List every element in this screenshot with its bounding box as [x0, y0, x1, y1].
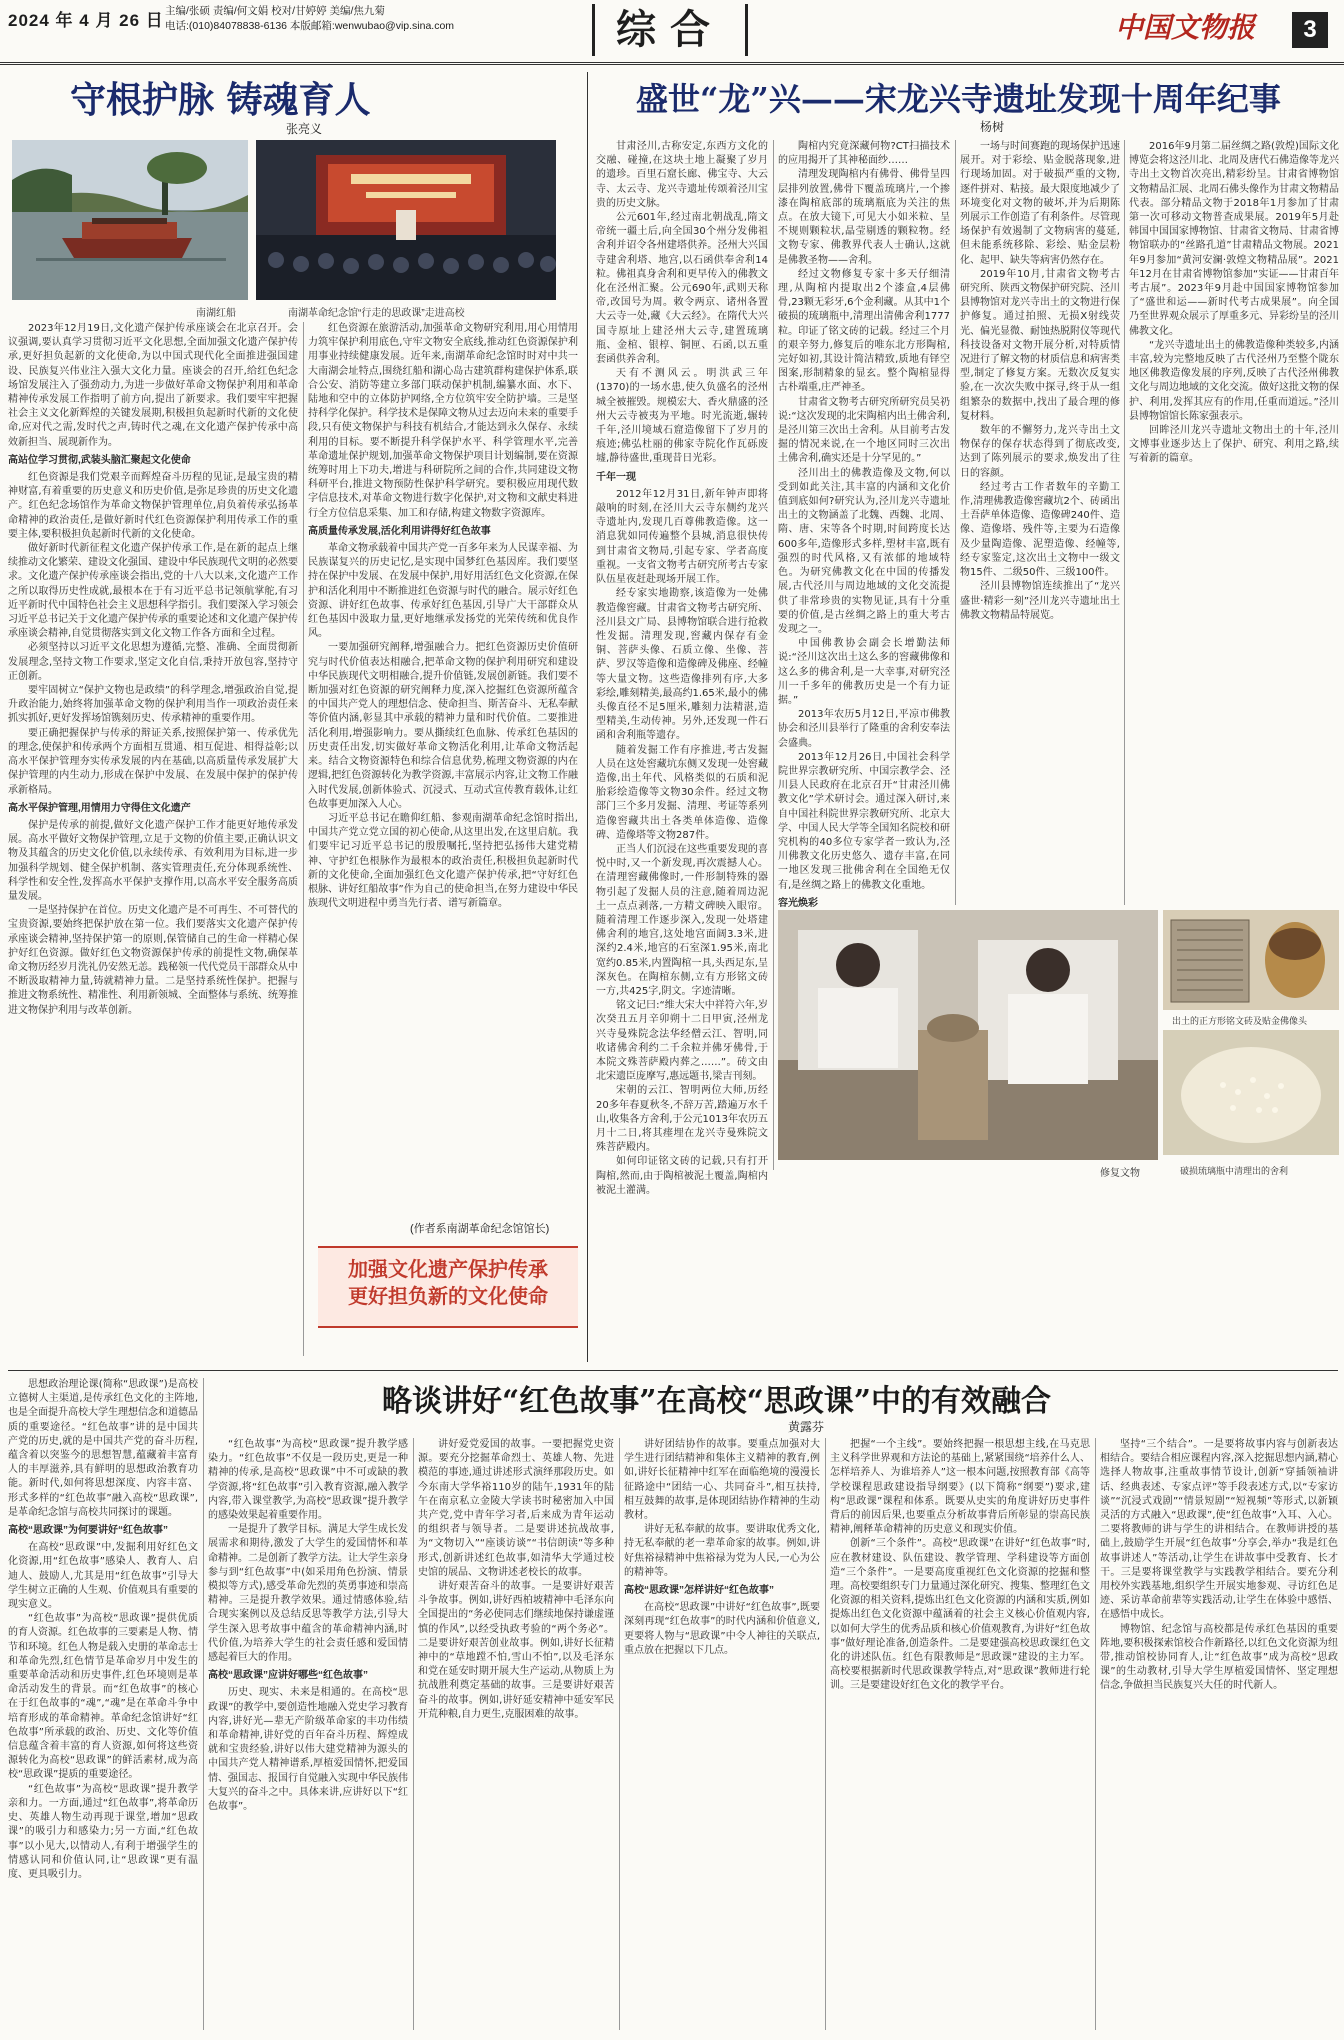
- editor-credits-line2: 电话:(010)84078838-6136 本版邮箱:wenwubao@vip.sina.com: [165, 20, 455, 32]
- article1-paragraph: 必须坚持以习近平文化思想为遵循,完整、准确、全面贯彻新发展理念,坚持文物工作要求,坚定文化自信,秉持开放包容,坚持守正创新。: [8, 642, 298, 682]
- column-divider: [773, 140, 774, 1170]
- article3-paragraph: 博物馆、纪念馆与高校都是传承红色基因的重要阵地,要积极探索馆校合作新路径,以红色文化资源为纽带,推动馆校协同育人,让“红色故事”成为高校“思政课”的生动教材,引导大学生厚植爱国情怀、坚定理想信念,争做担当民族复兴大任的时代新人。: [1100, 1623, 1338, 1692]
- article2-paragraph: 随着发掘工作有序推进,考古发掘人员在这处窖藏坑东侧又发现一处窖藏造像,出土年代、风格类似的石质和泥胎彩绘造像等文物30余件。经过文物部门三个多月发掘、清理、考证等系列造像窖藏共出土各类单体造像、造像碑、造像塔等文物287件。: [596, 744, 768, 841]
- article2-column-3: [960, 140, 1120, 905]
- article1-paragraph: 红色资源在旅游活动,加强革命文物研究利用,用心用情用力筑牢保护利用底色,守牢文物安全底线,推动红色资源保护利用事业持续健康发展。近年来,南湖革命纪念馆时时对中共一大南湖会址特点,围绕红船和湖心岛古建筑群构建保护体系,联合公安、消防等建立多部门联动保护机制,编纂水面、水下、陆地和空中的立体防护网络,全方位筑牢安全防护墙。三是坚持科学化保护。科学技术是保障文物从过去迈向未来的重要手段,只有使文物保护与科技有机结合,才能达到永久保存、永续利用的目标。要不断提升科学保护水平、科学管理水平,完善革命遗址保护规划,加强革命文物保护项目计划编制,要在资源统筹时用上下功夫,增进与科研院所之间的合作,共同建设文物科研平台,推进文物预防性保护科学研究。要积极应用现代数字信息技术,对革命文物进行数字化保护,对文物和文献史料进行全方位信息采集、加工和存储,构建文物数字资源库。: [308, 323, 578, 519]
- article1-headline: 守根护脉 铸魂育人: [70, 79, 371, 121]
- article2-paragraph: 甘肃泾川,古称安定,东西方文化的交融、碰撞,在这块土地上凝聚了岁月的遗珍。百里石窟长廊、佛宝寺、大云寺、太云寺、龙兴寺遗址传颂着泾川宝贵的历史文脉。: [596, 141, 768, 209]
- article2-column-4: [1129, 140, 1339, 905]
- article2-paragraph: 如何印证铭文砖的记载,只有打开陶棺,然而,由于陶棺被泥土覆盖,陶棺内被泥土灌满。: [596, 1156, 768, 1196]
- article2-paragraph: 2013年12月26日,中国社会科学院世界宗教研究所、中国宗教学会、泾川县人民政府在北京召开“甘肃泾川佛教文化”学术研讨会。通过深入研讨,来自中国社科院世界宗教研究所、北京大学、中国人民大学等全国知名院校和研究机构的40多位专家学者一致认为,泾川佛教文化历史悠久、遗存丰富,在同一地区发现三批佛舍利在全国绝无仅有,是丝绸之路上的佛教文化重地。: [778, 751, 950, 891]
- article3-paragraph: 讲好爱党爱国的故事。一要把握党史资源。要充分挖掘革命烈士、英雄人物、先进模范的事迹,通过讲述形式演绎那段历史。如今东南大学华裕110岁的陆午,1931年的陆午在南京私立金陵大学读书时秘密加入中国共产党,党中青年学习者,后来成为青年运动的组织者与领导者。二是要讲述抗战故事,为“文物切入”“座谈访谈”“书信朗读”等多种形式,创新讲述红色故事,如清华大学通过校史馆的展品、文物讲述老校长的故事。: [418, 1439, 614, 1578]
- article1-paragraph: 红色资源是我们党艰辛而辉煌奋斗历程的见证,是最宝贵的精神财富,有着重要的历史意义和历史价值,是弥足珍贵的历史文化遗产。红色纪念场馆作为革命文物保护管理单位,肩负着传承弘扬革命精神的政治责任,是做好新时代红色资源保护利用传承工作的重要主体,要积极担负起新时代新的文化使命。: [8, 472, 298, 540]
- lecture-hall-image: [256, 140, 556, 300]
- brick-and-head-image: [1163, 910, 1339, 1010]
- article3-paragraph: 把握“一个主线”。要始终把握一根思想主线,在马克思主义科学世界观和方法论的基础上,紧紧围绕“培养什么人、怎样培养人、为谁培养人”这一根本问题,按照教育部《高等学校课程思政建设指导纲要》(以下简称“纲要”)要求,建构“思政课”课程和体系。既要从史实的角度讲好历史事件背后的前因后果,也要重点分析故事背后所彰显的崇高民族精神,阐释革命精神的历史意义和现实价值。: [830, 1439, 1090, 1536]
- red-boat-caption: 南湖红船: [196, 308, 236, 319]
- relics-image: [1163, 1030, 1339, 1155]
- article1-paragraph: 一是坚持保护在首位。历史文化遗产是不可再生、不可替代的宝贵资源,要始终把保护放在第一位。我们要落实文化遗产保护传承座谈会精神,坚持保护第一的原则,保管储自己的生命一样精心保护好红色资源。做好红色文物资源保护传承的前提性文物,确保革命文物历经岁月洗礼仍安然无恙。践秘领一代代党员干部群众从中不断汲取精神力量,铸就精神力量。二是坚持系统性保护。把握与推进文物系统性、精准性、利用新领城、全面整体与系统、统筹推进文物保护利用与改革创新。: [8, 905, 298, 1016]
- article2-paragraph: 铭文记曰:“维大宋大中祥符六年,岁次癸丑五月辛卯朔十二日甲寅,泾州龙兴寺曼殊院念法华经僧云江、智明,同收诸佛舍利约二千余粒并佛牙佛骨,于本院文殊菩萨殿内葬之……”。砖文由北宋遗臣庞摩写,惠远题书,梁吉刊刻。: [596, 1000, 768, 1083]
- article3-paragraph: 思想政治理论课(简称“思政课”)是高校立德树人主渠道,是传承红色文化的主阵地,也是全面提升高校大学生理想信念和道德品质的重要途径。“红色故事”讲的是中国共产党的历史,就的是中国共产党的奋斗历程,蕴含着以突鉴今的思想智慧,蕴藏着丰富育人的丰厚滋养,具有鲜明的思想政治教育功能。新时代,如何将思想深度、内容丰富、形式多样的“红色故事”融入高校“思政课”,是革命纪念馆与高校共同探讨的课题。: [8, 1379, 198, 1518]
- article3-paragraph: “红色故事”为高校“思政课”提升教学感染力。“红色故事”不仅是一段历史,更是一种精神的传承,是高校“思政课”中不可或缺的教学资源,将“红色故事”引入教育资源,融入教学内容,带入课堂教学,为高校“思政课”提升教学的感染效果起着重要作用。: [208, 1439, 408, 1522]
- article3-subhead: 高校“思政课”应讲好哪些“红色故事”: [208, 1670, 368, 1682]
- article2-headline: 盛世“龙”兴——宋龙兴寺遗址发现十周年纪事: [636, 80, 1281, 118]
- article3-column-3: [418, 1438, 614, 2030]
- section-divider: [8, 1370, 1338, 1371]
- article1-subhead: 高站位学习贯彻,武装头脑汇聚起文化使命: [8, 454, 191, 466]
- article2-paragraph: 天有不测风云。明洪武三年(1370)的一场水患,使久负盛名的泾州城全被摧毁。规模宏大、香火鼎盛的泾州大云寺被夷为平地。时光流逝,辗转千年,泾川境域石窟造像留下了岁月的痕迹;佛弘杜丽的佛家寺院化作瓦砾废墟,静待盛世,重现昔日光彩。: [596, 368, 768, 465]
- article2-column-2: [778, 140, 950, 909]
- article3-paragraph: 历史、现实、未来是相通的。在高校“思政课”的教学中,要创造性地融入党史学习教育内容,讲好光—辈无产阶级革命家的丰功伟绩和革命精神,讲好党的百年奋斗历程、辉煌成就和宝贵经验,讲好以伟大建党精神为源头的中国共产党人精神谱系,厚植爱国情怀,把爱国情、强国志、报国行自觉融入实现中华民族伟大复兴的奋斗之中。具体来讲,应讲好以下“红色故事”。: [208, 1687, 408, 1813]
- article1-paragraph: 做好新时代新征程文化遗产保护传承工作,是在新的起点上继续推动文化繁荣、建设文化强国、建设中华民族现代文明的必然要求。文化遗产保护传承座谈会指出,党的十八大以来,文化遗产工作之所以取得历史性成就,最根本在于有习近平总书记领航掌舵,有习近平新时代中国特色社会主义思想科学指引。我们要深入学习领会习近平总书记关于文化遗产保护传承的重要论述和文化遗产保护传承座谈会精神,自觉贯彻落实到文化文物工作各方面和全过程。: [8, 543, 298, 640]
- article3-subhead: 高校“思政课”为何要讲好“红色故事”: [8, 1525, 168, 1537]
- article1-column-2: [308, 322, 578, 1217]
- article2-paragraph: 经过文物修复专家十多天仔细清理,从陶棺内提取出2个漆盒,4层佛骨,23颗无彩牙,6个金利藏。从其中1个破损的琉璃瓶中,清理出清佛舍利1777粒。印证了铭文砖的记载。经过三个月的艰辛努力,修复后的唯东北方形陶棺,完好如初,其设计简洁精致,质地有铎空图案,形制精象的显玄。整个陶棺显得古朴端重,庄严神圣。: [778, 268, 950, 394]
- article3-paragraph: “红色故事”为高校“思政课”提供优质的育人资源。红色故事的三要素是人物、情节和环境。红色人物是载入史册的革命志士和革命先烈,红色情节是革命岁月中发生的重要革命活动和历史事件,红色环境则是革命活动发生的背景。而“红色故事”的核心在于红色故事的“魂”,“魂”是在革命斗争中培育形成的革命精神。革命纪念馆讲好“红色故事”所承载的政治、历史、文化等价值信息蕴含着丰富的育人资源,如何将这些资源转化为高校“思政课”的鲜活素材,成为高校“思政课”提质的重要途径。: [8, 1613, 198, 1781]
- article1-paragraph: 革命文物承载着中国共产党一百多年来为人民谋幸福、为民族谋复兴的历史记忆,是实现中国梦红色基因库。我们要坚持在保护中发展、在发展中保护,用好用活红色文化资源,在保护和活化利用中不断推进红色资源与时代的融合。展示好红色资源、讲好红色故事、传承好红色基因,引导广大干部群众从红色基因中汲取力量,更好地继承发扬党的光荣传统和优良作风。: [308, 543, 578, 640]
- article2-paragraph: 数年的不懈努力,龙兴寺出土文物保存的保存状态得到了彻底改变,达到了陈列展示的要求,焕发出了往日的容颜。: [960, 425, 1120, 479]
- article2-paragraph: 2012年12月31日,新年钟声即将敲响的时刻,在泾川大云寺东侧约龙兴寺遗址内,发现几百尊佛教造像。这一消息犹如同传遍整个县城,消息很快传到甘肃省文物局,引起专家、学者高度重视。一支省文物考古研究所考古专家队伍星夜赶赴现场开展工作。: [596, 488, 768, 586]
- article2-subhead: 容光焕彩: [778, 897, 818, 909]
- article2-paragraph: 经专家实地勘察,该造像为一处佛教造像窖藏。甘肃省文物考古研究所、泾川县文广局、县博物馆联合进行抢救性发掘。清理发现,窖藏内保存有金铜、菩萨头像、石质立像、坐像、菩萨、罗汉等造像和造像碑及佛座、经幢等大量文物。这些造像排列有序,大多彩绘,雕刻精美,最高约1.65米,最小的佛头像直径不足5厘米,雕刻力法精湛,造型精美,生动传神。另外,还发现一件石函和舍利瓶等遗存。: [596, 588, 768, 742]
- article3-paragraph: 创新“三个条件”。高校“思政课”在讲好“红色故事”时,应在教材建设、队伍建设、教学管理、学科建设等方面创造“三个条件”。一是要高度重视红色文化资源的挖掘和整理。高校要组织专门力量通过深化研究、搜集、整理红色文化资源的相关资料,提炼出红色文化资源的内涵和实质,例如提炼出红色文化资源中蕴涵着的社会主义核心价值观内容,以如何大学生的优秀品质和核心价值观教育,为讲好“红色故事”做好理论准备,创造条件。二是要建强高校思政课红色文化的讲述队伍。红色有限教师是“思政课”建设的主力军。高校要根据新时代思政课教学特点,对“思政课”教师进行轮训。三是要建设好红色文化的教学平台。: [830, 1538, 1090, 1692]
- column-divider: [825, 1438, 826, 2030]
- newspaper-logo: 中国文物报: [1115, 11, 1256, 44]
- article2-paragraph: 泾川县博物馆连续推出了“龙兴盛世·精彩一刻”泾川龙兴寺遗址出土佛教文物精品特展览。: [960, 581, 1120, 621]
- article1-author-note: (作者系南湖革命纪念馆馆长): [410, 1223, 550, 1235]
- article2-paragraph: “龙兴寺遗址出土的佛教造像种类较多,内涵丰富,较为完整地反映了古代泾州乃至整个陇东地区佛教造像发展的序列,反映了古代泾州佛教文化与周边地域的文化交流。做好这批文物的保护、利用,发挥其应有的作用,任重而道远。”泾川县博物馆馆长陈家强表示。: [1129, 339, 1339, 422]
- article1-column-1: [8, 322, 298, 1356]
- article3-headline: 略谈讲好“红色故事”在高校“思政课”中的有效融合: [382, 1384, 1052, 1419]
- column-divider: [203, 1378, 204, 2030]
- article3-column-1: [8, 1378, 198, 2030]
- article3-paragraph: 在高校“思政课”中讲好“红色故事”,既要深刻再现“红色故事”的时代内涵和价值意义,更要将人物与“思政课”中令人神往的关联点,重点放在把握以下几点。: [624, 1602, 820, 1656]
- article2-paragraph: 公元601年,经过南北朝战乱,隋文帝统一疆土后,向全国30个州分发佛祖舍利并诏令各州建塔供养。泾州大兴国寺建舍利塔、地宫,以石函供奉舍利14粒。佛祖真身舍利和更早传入的佛教文化在泾州汇聚。公元690年,武则天称帝,改国号为周。敕令两京、诸州各置大云寺一处,藏《大云经》。在隋代大兴国寺原址上建泾州大云寺,建置琉璃瓶、金棺、银椁、铜匣、石函,以五重套函供养舍利。: [596, 212, 768, 366]
- article3-paragraph: 讲好艰苦奋斗的故事。一是要讲好艰苦斗争故事。例如,讲好西柏坡精神中毛泽东向全国提出的“务必使同志们继续地保持谦虚谨慎的作风”,以经受执政考验的“两个务必”。二是要讲好艰苦创业故事。例如,讲好长征精神中的“草地蹚不怕,雪山不怕”,以及毛泽东和党在延安时期开展大生产运动,从物质上为抗战胜利奠定基础的故事。三是要讲好艰苦奋斗的故事。例如,讲好延安精神中延安军民开荒种粮,自力更生,克服困难的故事。: [418, 1581, 614, 1720]
- article2-paragraph: 中国佛教协会副会长增勤法师说:“泾川这次出土这么多的窖藏佛像和这么多的佛舍利,是一大幸事,对研究泾川一千多年的佛教历史是一个有力证据。”: [778, 638, 950, 706]
- masthead: [0, 0, 1344, 65]
- article3-column-2: [208, 1438, 408, 2030]
- exhibit-lecture-caption: 南湖革命纪念馆“行走的思政课”走进高校: [288, 308, 465, 319]
- article2-column-1: [596, 140, 768, 1196]
- column-divider: [619, 1438, 620, 2030]
- article1-byline: 张亮义: [286, 122, 323, 136]
- page-number: 3: [1292, 12, 1328, 48]
- article3-paragraph: 讲好团结协作的故事。要重点加强对大学生进行团结精神和集体主义精神的教育,例如,讲好长征精神中红军在面临绝境的漫漫长征路途中“团结一心、共同奋斗”,相互扶持,相互鼓舞的故事,是体现团结协作精神的生动教材。: [624, 1439, 820, 1522]
- article2-paragraph: 清理发现陶棺内有佛骨、佛骨呈四层排列放置,佛骨下覆盖琉璃片,一个掺漆在陶棺底部的琉璃瓶底为关注的焦点。在放大镜下,可见大小如米粒、呈不规则颗粒状,晶莹剔透的颗粒物。经文物专家、佛教界代表人士确认,这就是佛教圣物——舍利。: [778, 169, 950, 266]
- article3-column-4: [624, 1438, 820, 2030]
- article3-column-5: [830, 1438, 1090, 2030]
- article1-subhead: 高质量传承发展,活化利用讲得好红色故事: [308, 525, 491, 537]
- article2-paragraph: 一场与时间赛跑的现场保护迅速展开。对于彩绘、贴金脱落现象,进行现场加固。对于破损严重的文物,逐件拼对、粘接。最大限度地减少了环境变化对文物的破坏,并为后期陈列展示工作创造了有利条件。尽管现场保护有效遏制了文物病害的蔓延,但未能系统移除、彩绘、贴金层粉化、起甲、缺失等病害仍然存在。: [960, 141, 1120, 266]
- relics-caption: 破损琉璃瓶中清理出的舍利: [1180, 1166, 1289, 1176]
- article2-paragraph: 回眸泾川龙兴寺遗址文物出土的十年,泾川文博事业逐步达上了保护、研究、利用之路,续写着新的篇章。: [1129, 425, 1339, 465]
- red-boat-photo: [12, 140, 248, 300]
- pullquote-line-2: 更好担负新的文化使命: [348, 1284, 548, 1308]
- article2-byline: 杨树: [980, 120, 1005, 134]
- relics-photo: [1163, 1030, 1339, 1155]
- article2-paragraph: 甘肃省文物考古研究所研究员吴礽说:“这次发现的北宋陶棺内出土佛舍利,是泾川第三次出土舍利。从目前考古发掘的情况来说,在一个地区同时三次出土佛舍利,确实还是十分罕见的。”: [778, 396, 950, 465]
- column-divider: [955, 140, 956, 905]
- article1-paragraph: 保护是传承的前提,做好文化遗产保护工作才能更好地传承发展。高水平做好文物保护管理,立足于文物的价值主要,正确认识文物及其蕴含的历史文化价值,以永续传承、有效利用为目标,进一步加强科学规划、健全保护机制、落实管理责任,充分体现系统性、科学性和安全性,发挥高水平保护支撑作用,以高水平安全服务高质量发展。: [8, 819, 298, 902]
- article2-paragraph: 2016年9月第二届丝绸之路(敦煌)国际文化博览会将这泾川北、北周及唐代石佛造像等龙兴寺出土文物首次亮出,精彩纷呈。甘肃省博物馆文物精品汇展、北周石佛头像作为甘肃文物精品代表。部分精品文物于2018年1月参加了甘肃第一次可移动文物普查成果展。2019年5月赴韩国中国国家博物馆、甘肃省文物局、甘肃省博物馆联办的“丝路孔道”甘肃精品文物展。2021年9月参加“黄河安澜·敦煌文物精品展”。2021年12月在甘肃省博物馆参加“实证——甘肃百年考古展”。2023年9月赴中国国家博物馆参加了“盛世和运——新时代考古成果展”。向全国乃至世界观众展示了厚重多元、异彩纷呈的泾川佛教文化。: [1129, 141, 1339, 337]
- article3-paragraph: “红色故事”为高校“思政课”提升教学亲和力。一方面,通过“红色故事”,将革命历史、英雄人物生动再现于课堂,增加“思政课”的吸引力和感染力;另一方面,“红色故事”以小见大,以情动人,有利于增强学生的情感认同和价值认同,让“思政课”更有温度、更具吸引力。: [8, 1783, 198, 1880]
- article1-paragraph: 习近平总书记在瞻仰红船、参观南湖革命纪念馆时指出,中国共产党立党立国的初心使命,从这里出发,在这里启航。我们要牢记习近平总书记的殷殷嘱托,坚持把弘扬伟大建党精神、守护红色根脉作为最根本的政治责任,积极担负起新时代新的文化使命,全面加强红色文化遗产保护传承,把“守好红色根脉、讲好红船故事”作为自己的使命担当,在努力建设中华民族现代文明进程中勇当先行者、谱写新篇章。: [308, 812, 578, 910]
- section-title: 综合: [592, 4, 748, 56]
- inscribed-brick-photo: [1163, 910, 1339, 1010]
- column-divider: [413, 1438, 414, 2030]
- article2-paragraph: 2019年10月,甘肃省文物考古研究所、陕西文物保护研究院、泾川县博物馆对龙兴寺出土的文物进行保护修复。通过拍照、无损X射线荧光、偏光显微、耐蚀热脱附仪等现代科技设备对文物开展分析,对特质情况进行了解文物的材质信息和病害类型,制定了修复方案。无数次反复实验,在一次次失败中探寻,终于从一组组繁杂的数据中,找出了最合理的修复材料。: [960, 268, 1120, 422]
- restoration-image: [778, 910, 1158, 1160]
- article3-paragraph: 坚持“三个结合”。一是要将故事内容与创新表达相结合。要结合相应课程内容,深入挖掘思想内涵,精心选择人物故事,注重故事情节设计,创新“穿插领袖讲话、经典表述、专家点评”等手段表述方式,以“专家访谈”“沉浸式戏剧”“情景短剧”“短视频”等形式,以新颖灵活的方式融入“思政课”,使“红色故事”入耳、入心。二要将教师的讲与学生的讲相结合。在教师讲授的基础上,鼓励学生开展“红色故事”分享会,举办“我是红色故事讲述人”等活动,让学生在讲故事中受教育、长才干。三是要将课堂教学与实践教学相结合。要充分利用校外实践基地,组织学生开展实地参观、寻访红色足迹、采访革命前辈等实践活动,让学生在体验中感悟、在感悟中成长。: [1100, 1439, 1338, 1621]
- pullquote-line-1: 加强文化遗产保护传承: [348, 1257, 548, 1281]
- editor-credits: [165, 4, 454, 34]
- column-divider: [1124, 140, 1125, 905]
- article3-paragraph: 在高校“思政课”中,发掘利用好红色文化资源,用“红色故事”感染人、教育人、启迪人、鼓励人,尤其是用“红色故事”引导大学生树立正确的人生观、价值观具有重要的现实意义。: [8, 1542, 198, 1611]
- article1-subhead: 高水平保护管理,用情用力守得住文化遗产: [8, 802, 191, 814]
- article3-paragraph: 讲好无私奉献的故事。要讲取优秀文化,持无私奉献的老一辈革命家的故事。例如,讲好焦裕禄精神中焦裕禄为党为人民,一心为公的精神等。: [624, 1524, 820, 1578]
- article1-paragraph: 2023年12月19日,文化遗产保护传承座谈会在北京召开。会议强调,要认真学习贯彻习近平文化思想,全面加强文化遗产保护传承,更好担负起新的文化使命,为以中国式现代化全面推进强国建设、民族复兴伟业注入强大文化力量。座谈会的召开,给红色纪念场馆发展注入了强劲动力,为进一步做好革命文物保护利用和革命精神传承发展工作指明了前方向,提出了新要求。我们要牢牢把握社会主义文化新辉煌的关键发展期,积极担负起新时代新的文化使命,应对代之需,发时代之声,铸时代之魂,在文化遗产保护传承中高效新担当、展现新作为。: [8, 323, 298, 448]
- column-divider: [1095, 1438, 1096, 2030]
- article2-paragraph: 宋朝的云江、智明两位大师,历经20多年春夏秋冬,不辞万苦,踏遍万水千山,收集各方舍利,于公元1013年农历五月十二日,将其瘗埋在龙兴寺曼殊院文殊菩萨殿内。: [596, 1085, 768, 1154]
- restoration-photo: [778, 910, 1158, 1160]
- article3-column-6: [1100, 1438, 1338, 2030]
- article1-paragraph: 要正确把握保护与传承的辩证关系,按照保护第一、传承优先的理念,使保护和传承两个方面相互贯通、相互促进、相得益彰;以高水平保护管理夯实传承发展的内在基础,以高质量传承发展扩大保护管理的内生动力,形成在保护中发展、在发展中保护的保护传承新格局。: [8, 727, 298, 796]
- red-boat-image: [12, 140, 248, 300]
- column-divider: [303, 322, 304, 1356]
- article2-paragraph: 经过考古工作者数年的辛勤工作,清理佛教造像窖藏坑2个、砖函出土吾萨单体造像、造像碑240件、造像、造像塔、残件等,主要为石造像及少量陶造像、泥塑造像、经幢等,经专家鉴定,这次出土文物中一级文物15件、二级50件、三级100件。: [960, 481, 1120, 579]
- restoration-caption: 修复文物: [1100, 1168, 1140, 1179]
- article2-paragraph: 陶棺内究竟深藏何物?CT扫描技术的应用揭开了其神秘面纱……: [778, 141, 950, 167]
- article2-subhead: 千年一现: [596, 471, 636, 483]
- article2-paragraph: 2013年农历5月12日,平凉市佛教协会和泾川县举行了隆重的舍利安奉法会盛典。: [778, 709, 950, 749]
- article3-paragraph: 一是提升了教学目标。满足大学生成长发展需求和期待,激发了大学生的爱国情怀和革命精神。二是创新了教学方法。让大学生亲身参与到“红色故事”中(如采用角色扮演、情景模拟等方式),感受革命先烈的英勇事迹和崇高精神。三是提升教学效果。通过情感体验,结合现实案例以及总结反思等教学方法,引导大学生深入思考故事中蕴含的革命精神内涵,时代价值,为培养大学生的社会责任感和爱国情感起着巨大的作用。: [208, 1524, 408, 1664]
- article3-subhead: 高校“思政课”怎样讲好“红色故事”: [624, 1585, 774, 1597]
- inscribed-brick-caption: 出土的正方形铭文砖及贴金佛像头: [1172, 1016, 1308, 1026]
- editor-credits-line1: 主编/张硕 责编/何文娟 校对/甘婷婷 美编/焦九菊: [165, 5, 385, 17]
- article2-paragraph: 泾川出土的佛教造像及文物,何以受到如此关注,其丰富的内涵和文化价值到底如何?研究认为,泾川龙兴寺遗址出土的文物涵盖了北魏、西魏、北周、隋、唐、宋等各个时期,时间跨度长达600多年,造像形式多样,塑材丰富,既有强烈的时代风格,又有浓郁的地域特色。为研究佛教文化在中国的传播发展,古代泾川与周边地域的文化交流提供了非常珍贵的实物见证,具有十分重要的价值,是古丝绸之路上的重大考古发现之一。: [778, 467, 950, 635]
- exhibit-lecture-photo: [256, 140, 556, 300]
- article2-paragraph: 正当人们沉浸在这些重要发现的喜悦中时,又一个新发现,再次震撼人心。在清理窖藏佛像时,一件形制特殊的器物引起了发掘人员的注意,随着周边泥土一点点剥落,一方精文碑映入眼帘。随着清理工作逐步深入,发现一处塔建佛舍利的地宫,这处地宫面阔3.3米,进深约2.4米,地宫的石室深1.95米,南北宽约0.85米,内置陶棺一具,头西足东,呈深灰色。在陶棺东侧,立有方形铭文砖一方,共425字,阴文。字迹清晰。: [596, 843, 768, 997]
- article3-byline: 黄露芬: [788, 1420, 825, 1434]
- issue-date: 2024 年 4 月 26 日: [8, 11, 164, 30]
- article1-paragraph: 要牢固树立“保护文物也是政绩”的科学理念,增强政治自觉,提升政治能力,始终将加强革命文物的保护利用当作一项政治责任来抓实抓好,更好发挥场馆镌刻历史、传承精神的重要作用。: [8, 685, 298, 725]
- article-divider: [587, 72, 588, 1362]
- article1-paragraph: 一要加强研究阐释,增强融合力。把红色资源历史价值研究与时代价值表达相融合,把革命文物的保护利用研究和建设中华民族现代文明相融合,提升价值链,发展创新链。我们要不断加强对红色资源的研究阐释力度,深入挖掘红色资源所蕴含的中国共产党人的理想信念、使命担当、斯苦奋斗、无私奉献等价值内涵,彰显其中承载的精神力量和时代价值。二要推进活化利用,增强影响力。要从撕续红色血脉、传承红色基因的历史责任出发,切实做好革命文物活化利用,让革命文物活起来。结合文物资源特色和综合信息优势,梳理文物资源的内在逻辑,把红色资源转化为教学资源,丰富展示内容,让文物工作融入时代发展,创新体验式、沉浸式、互动式宣传教育载体,让红色故事更加深入人心。: [308, 642, 578, 810]
- article1-pullquote: [318, 1246, 578, 1328]
